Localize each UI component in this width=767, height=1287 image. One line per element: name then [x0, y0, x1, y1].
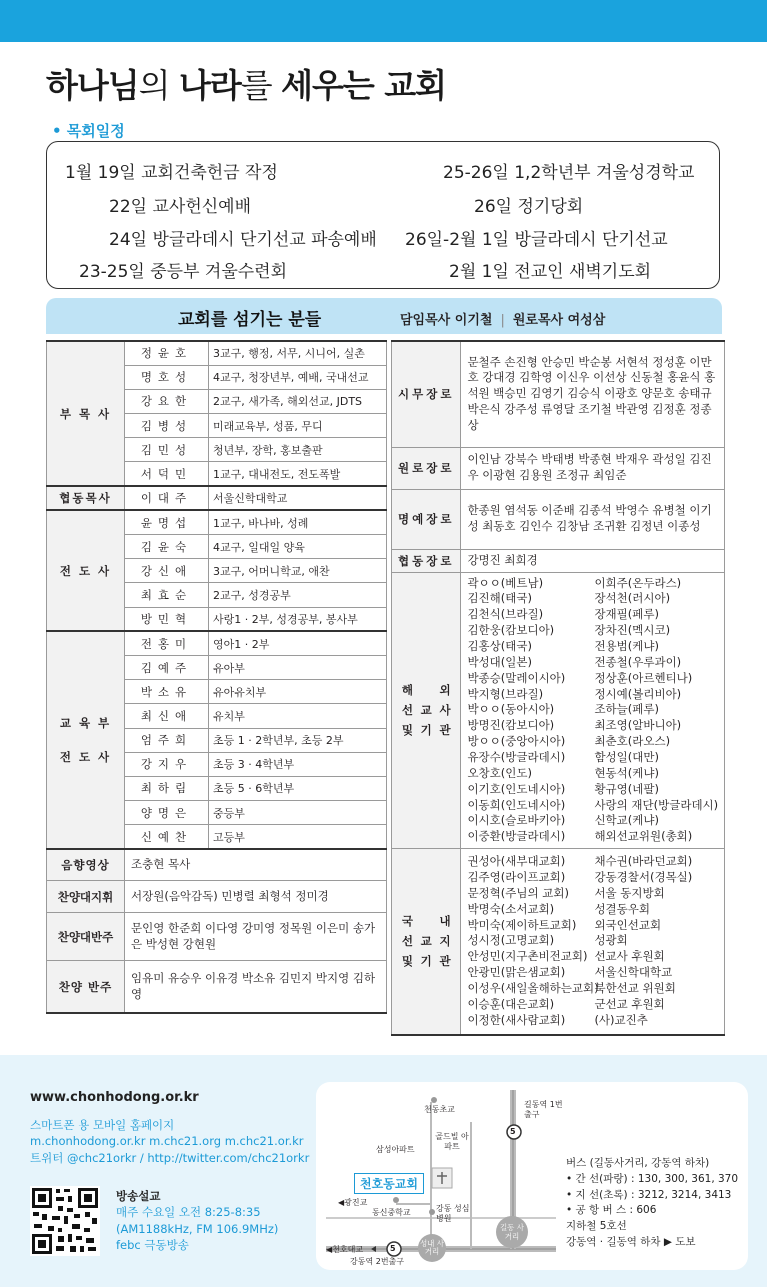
staff-name: 방민혁	[125, 607, 209, 631]
category-retired-elders: 원로장로	[392, 447, 461, 489]
map-label-apt2: 삼성아파트	[376, 1145, 415, 1154]
staff-role: 서울신학대학교	[209, 486, 387, 510]
mobile-title: 스마트폰 용 모바일 홈페이지	[30, 1118, 175, 1132]
table-row	[392, 572, 725, 849]
staff-name: 엄주희	[125, 728, 209, 752]
list-item: 박성대(일본)	[467, 654, 532, 669]
category-choir-accompanist: 찬양대반주	[47, 913, 125, 961]
list-item: 북한선교 위원회	[594, 981, 676, 995]
staff-names: 서장원(음악감독) 민병렬 최형석 정미경	[125, 881, 387, 913]
staff-role: 1교구, 대내전도, 전도폭발	[209, 462, 387, 486]
elders-list: 문철주 손진형 안승민 박순봉 서현석 정성훈 이만호 강대경 김학영 이신우 이선상 신동철 홍윤식 홍석원 백승민 김영기 김승식 이광호 양문호 송태규 박은식 강주성 류영달 조기철 박관영 김정훈 정종상	[461, 341, 725, 447]
staff-role: 유아유치부	[209, 680, 387, 704]
staff-name: 강요한	[125, 389, 209, 413]
list-item: 현동석(케냐)	[594, 765, 659, 780]
map-exit-number: 5	[510, 1127, 516, 1136]
list-item: 김한웅(캄보디아)	[467, 623, 555, 638]
list-item: 채수권(바라던교회)	[594, 854, 693, 869]
list-item: 군선교 후원회	[594, 996, 665, 1011]
overseas-list	[461, 572, 725, 849]
page-title: 하나님의 나라를 세우는 교회	[46, 66, 447, 105]
list-item: 오창호(인도)	[467, 765, 532, 780]
list-item: 성시정(고명교회)	[467, 933, 555, 948]
list-item: 선교사 후원회	[594, 949, 665, 964]
staff-role: 1교구, 바나바, 성례	[209, 510, 387, 534]
staff-role: 미래교육부, 성품, 무디	[209, 414, 387, 438]
staff-role: 유아부	[209, 655, 387, 679]
staff-role: 2교구, 새가족, 해외선교, JDTS	[209, 389, 387, 413]
map-label-exit2: 강동역 2번출구	[350, 1257, 405, 1266]
list-item: 신학교(케냐)	[594, 813, 659, 828]
list-item: 김홍상(태국)	[467, 638, 532, 653]
list-item: 이성우(새일올해하는교회)	[467, 981, 599, 995]
map-label-cheonhodaegyo: ◀천호대교	[326, 1245, 364, 1254]
staff-table-right	[391, 340, 725, 1036]
coop-elders-list: 강명진 최희경	[461, 549, 725, 572]
bus-line: • 간 선(파랑) : 130, 300, 361, 370	[566, 1172, 739, 1185]
list-item: 장석천(러시아)	[594, 591, 671, 606]
list-item: 박명숙(소서교회)	[467, 901, 555, 916]
schedule-label: • 목회일정	[52, 122, 125, 140]
list-item: 조하늘(페루)	[594, 702, 659, 717]
category-coop: 협동목사	[47, 486, 125, 510]
list-item: 전용범(케냐)	[594, 638, 659, 653]
map-church-marker: 천호동교회	[354, 1173, 424, 1194]
pastors-line: 담임목사 이기철 | 원로목사 여성삼	[400, 313, 606, 328]
staff-names: 문인영 한준희 이다영 강미영 정목원 이은미 송가은 박성현 강현원	[125, 913, 387, 961]
transit-info	[566, 1156, 738, 1251]
staff-name: 김민성	[125, 438, 209, 462]
overseas-col1	[467, 576, 594, 846]
twitter-link[interactable]: 트위터 @chc21orkr / http://twitter.com/chc21orkr	[30, 1150, 310, 1165]
staff-names: 임유미 유승우 이유경 박소유 김민지 박지영 김하영	[125, 961, 387, 1013]
schedule-box	[46, 141, 720, 289]
subway-detail: 강동역 · 길동역 하차 ▶ 도보	[566, 1235, 696, 1248]
staff-role: 초등 3 · 4학년부	[209, 752, 387, 776]
table-row	[47, 913, 387, 961]
category-praise-accompanist: 찬양 반주	[47, 961, 125, 1013]
staff-role: 초등 1 · 2학년부, 초등 2부	[209, 728, 387, 752]
map-exit-number: 5	[390, 1244, 396, 1253]
staff-name: 전홍미	[125, 631, 209, 655]
retired-elders-list: 이인남 강북수 박태병 박종현 박재우 곽성일 김진우 이광현 김용원 조정규 최임준	[461, 447, 725, 489]
schedule-item: 26일 정기당회	[474, 197, 584, 217]
list-item: 서울 동지방회	[594, 885, 665, 900]
list-item: 박종승(말레이시아)	[467, 670, 566, 685]
staff-name: 최효순	[125, 583, 209, 607]
list-item: 이희주(온두라스)	[594, 575, 682, 590]
map-label-junction2: 길동 사거리	[499, 1223, 525, 1241]
staff-role: 4교구, 청장년부, 예배, 국내선교	[209, 365, 387, 389]
list-item: 장차진(멕시코)	[594, 623, 671, 638]
category-education: 교 육 부 전 도 사	[47, 631, 125, 849]
staff-name: 이대주	[125, 486, 209, 510]
list-item: 정시예(볼리비아)	[594, 686, 682, 701]
mobile-urls[interactable]: m.chonhodong.or.kr m.chc21.org m.chc21.or.kr	[30, 1134, 304, 1149]
category-coop-elders: 협동장로	[392, 549, 461, 572]
list-item: 곽ㅇㅇ(베트남)	[467, 575, 544, 590]
list-item: 서울신학대학교	[594, 965, 673, 980]
list-item: 권성아(새부대교회)	[467, 854, 566, 869]
list-item: 문정혁(주님의 교회)	[467, 885, 569, 900]
staff-name: 강지우	[125, 752, 209, 776]
table-row	[392, 447, 725, 489]
honorary-elders-list: 한종원 염석동 이준배 김종석 박영수 유병철 이기성 최동호 김인수 김창남 조귀환 김정년 이종성	[461, 489, 725, 549]
broadcast-info	[116, 1188, 278, 1253]
table-row	[47, 510, 387, 534]
category-choir-director: 찬양대지휘	[47, 881, 125, 913]
staff-name: 양명은	[125, 801, 209, 825]
list-item: 박ㅇㅇ(동아시아)	[467, 702, 555, 717]
schedule-item: 23-25일 중등부 겨울수련회	[79, 262, 288, 282]
top-color-bar	[0, 0, 767, 42]
domestic-list	[461, 849, 725, 1035]
staff-role: 3교구, 행정, 서무, 시니어, 실촌	[209, 341, 387, 365]
subway-title: 지하철 5호선	[566, 1220, 627, 1232]
list-item: 방명진(캄보디아)	[467, 718, 555, 733]
map-label-apt1: 골드빌 아파트	[435, 1132, 469, 1152]
list-item: 이정한(새사람교회)	[467, 1012, 566, 1027]
list-item: 유장수(방글라데시)	[467, 749, 566, 764]
schedule-item: 25-26일 1,2학년부 겨울성경학교	[443, 163, 695, 183]
list-item: 김진해(태국)	[467, 591, 532, 606]
website-link[interactable]: www.chonhodong.or.kr	[30, 1090, 199, 1105]
list-item: 박미숙(제이하트교회)	[467, 917, 577, 932]
schedule-item: 1월 19일 교회건축헌금 작정	[65, 163, 278, 183]
staff-role: 초등 5 · 6학년부	[209, 776, 387, 800]
table-row	[392, 549, 725, 572]
list-item: 최조영(알바니아)	[594, 718, 682, 733]
list-item: 함성일(대만)	[594, 749, 659, 764]
list-item: 김천식(브라질)	[467, 607, 544, 622]
board-header	[46, 298, 722, 334]
schedule-item: 26일-2월 1일 방글라데시 단기선교	[405, 230, 668, 250]
staff-name: 김예주	[125, 655, 209, 679]
staff-name: 박소유	[125, 680, 209, 704]
table-row	[47, 486, 387, 510]
staff-role: 2교구, 성경공부	[209, 583, 387, 607]
list-item: 성광회	[594, 933, 628, 948]
overseas-col2	[594, 576, 718, 846]
schedule-item: 22일 교사헌신예배	[109, 197, 252, 217]
map-label-junction1: 성내 사거리	[419, 1239, 445, 1257]
list-item: 이기호(인도네시아)	[467, 781, 566, 796]
broadcast-frequency: (AM1188kHz, FM 106.9MHz)	[116, 1221, 279, 1236]
list-item: 이승훈(대은교회)	[467, 996, 555, 1011]
map-label-gwangjingyo: ◀광진교	[338, 1198, 368, 1207]
staff-table-left	[46, 340, 387, 1014]
map-label-hospital: 강동 성심병원	[436, 1204, 470, 1223]
staff-names: 조충현 목사	[125, 849, 387, 881]
broadcast-station: febc 극동방송	[116, 1237, 189, 1252]
category-overseas-missions: 해 외 선 교 사 및 기 관	[392, 572, 461, 849]
staff-name: 윤명섭	[125, 510, 209, 534]
category-domestic-missions: 국 내 선 교 지 및 기 관	[392, 849, 461, 1035]
list-item: 정상훈(아르헨티나)	[594, 670, 693, 685]
map-label-school1: 천동초교	[424, 1105, 455, 1114]
staff-role: 청년부, 장학, 홍보출판	[209, 438, 387, 462]
staff-role: 사랑1 · 2부, 성경공부, 봉사부	[209, 607, 387, 631]
table-row	[47, 961, 387, 1013]
staff-board	[46, 298, 722, 1040]
table-row	[392, 341, 725, 447]
list-item: 전종철(우루과이)	[594, 654, 682, 669]
map-label-exit1: 길동역 1번출구	[524, 1100, 563, 1120]
table-row	[392, 489, 725, 549]
category-sound: 음향영상	[47, 849, 125, 881]
staff-name: 정윤호	[125, 341, 209, 365]
list-item: 해외선교위원(총회)	[594, 829, 693, 844]
list-item: (사)교진추	[594, 1012, 648, 1027]
bus-title: 버스 (길동사거리, 강동역 하차)	[566, 1157, 710, 1169]
list-item: 성결동우회	[594, 901, 650, 916]
table-row	[47, 341, 387, 365]
schedule-item: 24일 방글라데시 단기선교 파송예배	[109, 230, 377, 250]
table-row	[47, 881, 387, 913]
list-item: 최춘호(라오스)	[594, 734, 671, 749]
table-row	[47, 849, 387, 881]
staff-name: 서덕민	[125, 462, 209, 486]
bus-line: • 공 항 버 스 : 606	[566, 1204, 657, 1217]
list-item: 사랑의 재단(방글라데시)	[594, 797, 719, 812]
staff-role: 고등부	[209, 825, 387, 849]
staff-role: 중등부	[209, 801, 387, 825]
staff-role: 4교구, 일대일 양육	[209, 535, 387, 559]
broadcast-time: 매주 수요일 오전 8:25-8:35	[116, 1205, 261, 1220]
table-row	[47, 631, 387, 655]
staff-name: 신예찬	[125, 825, 209, 849]
list-item: 이시호(슬로바키아)	[467, 813, 566, 828]
list-item: 이동희(인도네시아)	[467, 797, 566, 812]
staff-name: 명호성	[125, 365, 209, 389]
staff-name: 김윤숙	[125, 535, 209, 559]
staff-name: 강신애	[125, 559, 209, 583]
list-item: 김주영(라이프교회)	[467, 869, 566, 884]
staff-name: 최신애	[125, 704, 209, 728]
staff-role: 유치부	[209, 704, 387, 728]
qr-code-icon	[30, 1186, 100, 1256]
list-item: 강동경찰서(경목실)	[594, 869, 693, 884]
list-item: 안광민(맑은샘교회)	[467, 965, 566, 980]
domestic-col1	[467, 854, 599, 1028]
staff-name: 김병성	[125, 414, 209, 438]
category-evangelist: 전 도 사	[47, 510, 125, 631]
list-item: 장재필(페루)	[594, 607, 659, 622]
category-associate: 부 목 사	[47, 341, 125, 486]
staff-role: 3교구, 어머니학교, 애찬	[209, 559, 387, 583]
list-item: 황규영(네팔)	[594, 781, 659, 796]
list-item: 박지형(브라질)	[467, 686, 544, 701]
staff-name: 최하림	[125, 776, 209, 800]
mobile-info	[30, 1117, 309, 1166]
board-title: 교회를 섬기는 분들	[178, 310, 322, 330]
broadcast-title: 방송설교	[116, 1189, 161, 1203]
map-label-school2: 동신중학교	[372, 1208, 411, 1217]
staff-role: 영아1 · 2부	[209, 631, 387, 655]
category-honorary-elders: 명예장로	[392, 489, 461, 549]
category-elders: 시무장로	[392, 341, 461, 447]
list-item: 이중환(방글라데시)	[467, 829, 566, 844]
bus-line: • 지 선(초록) : 3212, 3214, 3413	[566, 1188, 732, 1201]
list-item: 안성민(지구촌비전교회)	[467, 949, 588, 964]
schedule-item: 2월 1일 전교인 새벽기도회	[449, 262, 652, 282]
list-item: 외국인선교회	[594, 917, 662, 932]
list-item: 방ㅇㅇ(중앙아시아)	[467, 734, 566, 749]
table-row	[392, 849, 725, 1035]
domestic-col2	[594, 854, 692, 1028]
